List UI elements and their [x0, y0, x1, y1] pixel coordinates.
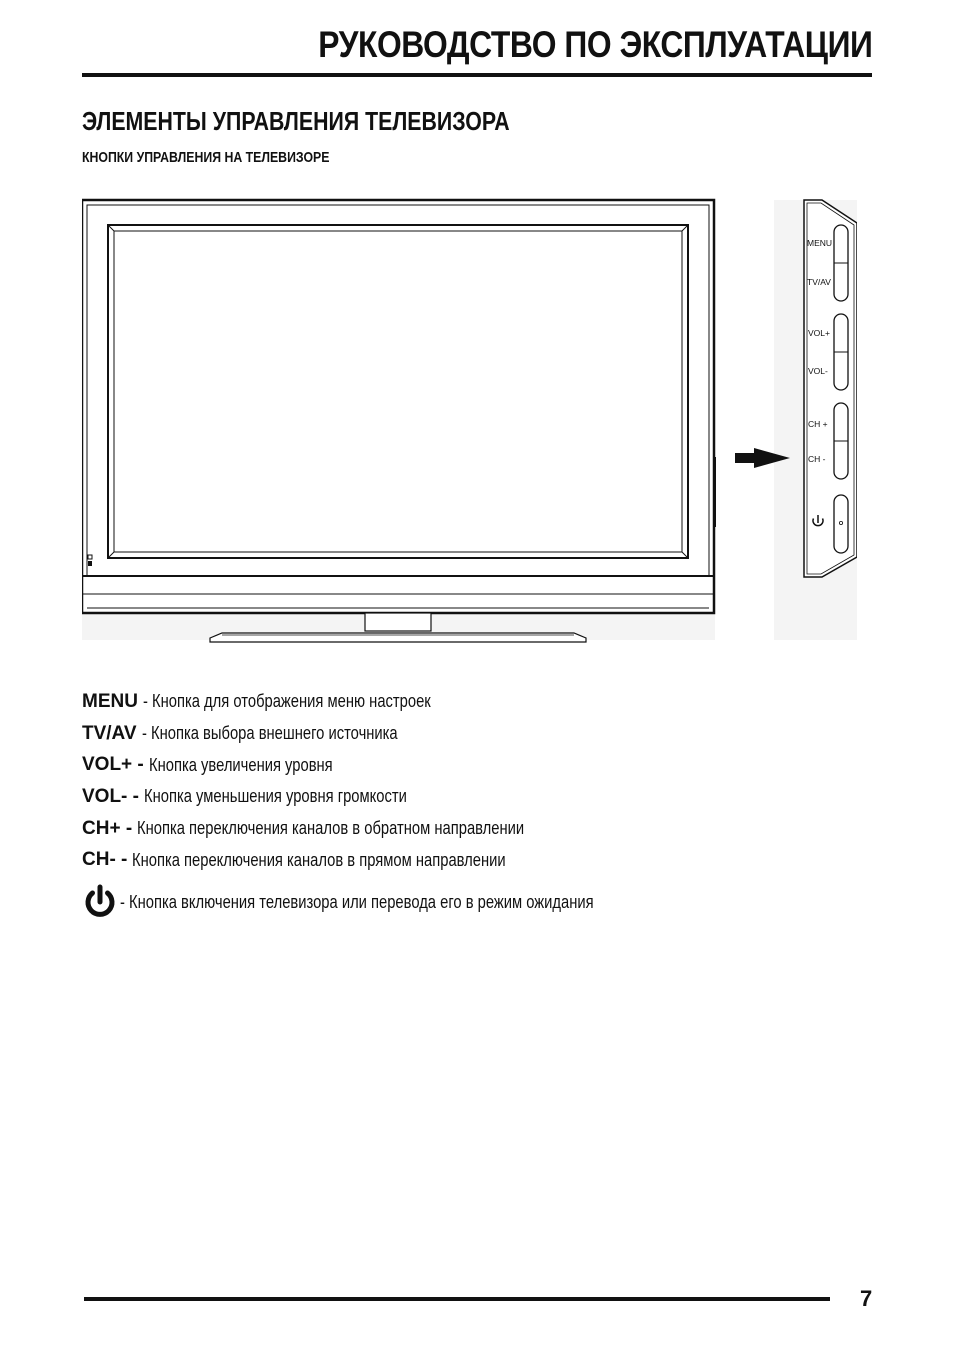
- legend-description: Кнопка переключения каналов в обратном направлении: [137, 818, 525, 839]
- panel-label-volminus: VOL-: [808, 366, 828, 376]
- header-divider: [82, 73, 872, 77]
- panel-label-menu: MENU: [807, 238, 833, 248]
- legend-key: VOL+ -: [82, 754, 144, 776]
- page-header-title: РУКОВОДСТВО ПО ЭКСПЛУАТАЦИИ: [317, 24, 872, 65]
- legend-item-power: [82, 884, 882, 920]
- side-control-panel: [804, 200, 857, 577]
- tv-figure: [82, 197, 857, 647]
- panel-label-volplus: VOL+: [808, 328, 830, 338]
- panel-label-chminus: CH -: [808, 454, 826, 464]
- section-title: ЭЛЕМЕНТЫ УПРАВЛЕНИЯ ТЕЛЕВИЗОРА: [82, 106, 510, 136]
- legend-key: CH- -: [82, 849, 128, 871]
- legend-description: Кнопка переключения каналов в прямом направлении: [132, 849, 507, 870]
- legend-item: [82, 813, 882, 845]
- panel-label-tvav: TV/AV: [807, 277, 831, 287]
- power-icon: [82, 884, 118, 920]
- legend-item: [82, 718, 882, 750]
- legend-description: - Кнопка выбора внешнего источника: [141, 723, 398, 744]
- tv-illustration: [82, 197, 857, 647]
- button-legend: [82, 686, 882, 920]
- legend-key: CH+ -: [82, 817, 133, 839]
- tv-icon: [82, 200, 715, 642]
- legend-description: - Кнопка для отображения меню настроек: [142, 691, 431, 712]
- page-number: 7: [860, 1286, 873, 1311]
- legend-description-power: - Кнопка включения телевизора или перевода его в режим ожидания: [120, 891, 594, 912]
- legend-description: Кнопка уменьшения уровня громкости: [144, 786, 407, 807]
- legend-item: [82, 781, 882, 813]
- legend-key: TV/AV: [82, 722, 137, 744]
- legend-item: [82, 844, 882, 876]
- legend-item: [82, 686, 882, 718]
- subsection-title: КНОПКИ УПРАВЛЕНИЯ НА ТЕЛЕВИЗОРЕ: [82, 149, 330, 166]
- footer-divider: [84, 1297, 830, 1301]
- legend-key: VOL- -: [82, 785, 139, 807]
- legend-description: Кнопка увеличения уровня: [148, 754, 333, 775]
- legend-item: [82, 749, 882, 781]
- legend-key: MENU: [82, 690, 138, 712]
- panel-label-chplus: CH +: [808, 419, 828, 429]
